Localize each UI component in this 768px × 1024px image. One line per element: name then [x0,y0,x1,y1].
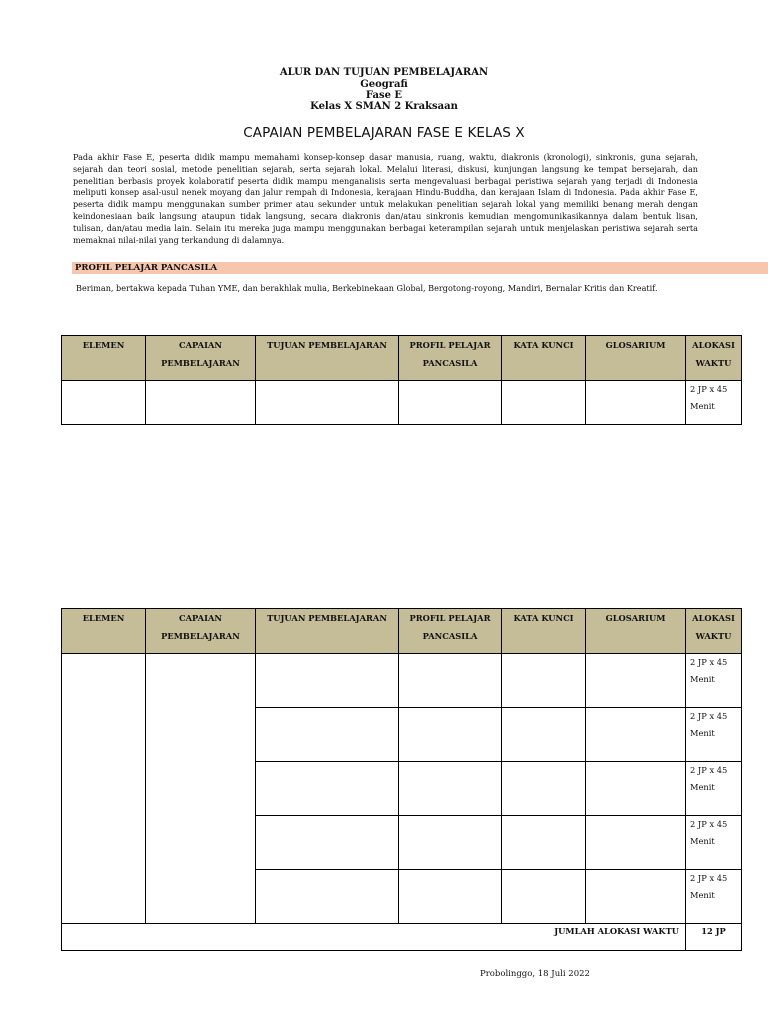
header-kata-kunci: KATA KUNCI [502,609,586,654]
capaian-body: Pada akhir Fase E, peserta didik mampu memahami konsep-konsep dasar manusia, ruang, waktu, diakronis (kronologi), sinkronis, guna sejarah, sejarah dan teori sosial, metode penelitian sejarah, serta sejarah lokal. Melalui literasi, diskusi, kunjungan langsung ke tempat bersejarah, dan penelitian berbasis proyek kolaboratif peserta didik mampu menganalisis serta mengevaluasi berbagai peristiwa sejarah yang terjadi di Indonesia meliputi konsep asal-usul nenek moyang dan jalur rempah di Indonesia, kerajaan Hindu-Buddha, dan kerajaan Islam di Indonesia. Pada akhir Fase E, peserta didik mampu menggunakan sumber primer atau sekunder untuk melakukan penelitian sejarah lokal yang memiliki benang merah dengan keindonesiaan baik langsung ataupun tidak langsung, secara diakronis dan/atau sinkronis kemudian mengomunikasikannya dalam bentuk lisan, tulisan, dan/atau media lain. Selain itu mereka juga mampu menggunakan berbagai keterampilan sejarah untuk menjelaskan peristiwa sejarah serta memaknai nilai-nilai yang terkandung di dalamnya. [73,152,698,245]
cell-alokasi: 2 JP x 45 Menit [686,708,742,762]
cell-glosarium [586,762,686,816]
cell-tujuan [256,762,399,816]
table-row [62,654,742,708]
cell-elemen [62,381,146,425]
doc-title: ALUR DAN TUJUAN PEMBELAJARAN [279,67,489,78]
cell-alokasi: 2 JP x 45 Menit [686,816,742,870]
cell-alokasi: 2 JP x 45 Menit [686,870,742,924]
cell-tujuan [256,708,399,762]
header-alokasi: ALOKASI WAKTU [686,336,742,381]
header-elemen: ELEMEN [62,336,146,381]
cell-kata-kunci [502,762,586,816]
jumlah-alokasi-label: JUMLAH ALOKASI WAKTU [62,924,686,951]
atp-table-1 [61,335,742,425]
table-row [62,381,742,425]
header-tujuan: TUJUAN PEMBELAJARAN [256,609,399,654]
doc-subject: Geografi [360,79,408,90]
header-elemen: ELEMEN [62,609,146,654]
profil-heading: PROFIL PELAJAR PANCASILA [75,263,218,273]
doc-class-school: Kelas X SMAN 2 Kraksaan [310,101,458,112]
header-profil: PROFIL PELAJAR PANCASILA [399,609,502,654]
cell-tujuan [256,381,399,425]
cell-glosarium [586,654,686,708]
cell-glosarium [586,816,686,870]
cell-capaian [146,381,256,425]
cell-profil [399,708,502,762]
cell-kata-kunci [502,654,586,708]
profil-heading-bar [72,262,768,274]
cell-alokasi: 2 JP x 45 Menit [686,762,742,816]
atp-table-2 [61,608,742,951]
header-capaian: CAPAIAN PEMBELAJARAN [146,336,256,381]
cell-profil [399,762,502,816]
table-header-row [62,336,742,381]
cell-profil [399,816,502,870]
cell-tujuan [256,816,399,870]
jumlah-alokasi-value: 12 JP [686,924,742,951]
cell-glosarium [586,708,686,762]
cell-alokasi: 2 JP x 45 Menit [686,381,742,425]
cell-glosarium [586,381,686,425]
cell-kata-kunci [502,816,586,870]
header-alokasi: ALOKASI WAKTU [686,609,742,654]
cell-profil [399,870,502,924]
header-profil: PROFIL PELAJAR PANCASILA [399,336,502,381]
table-header-row [62,609,742,654]
cell-alokasi: 2 JP x 45 Menit [686,654,742,708]
cell-kata-kunci [502,708,586,762]
doc-phase: Fase E [365,90,403,101]
cell-tujuan [256,654,399,708]
header-capaian: CAPAIAN PEMBELAJARAN [146,609,256,654]
cell-capaian [146,654,256,924]
header-kata-kunci: KATA KUNCI [502,336,586,381]
cell-profil [399,381,502,425]
cell-tujuan [256,870,399,924]
cell-glosarium [586,870,686,924]
header-glosarium: GLOSARIUM [586,609,686,654]
cell-elemen [62,654,146,924]
cell-profil [399,654,502,708]
signature-place-date: Probolinggo, 18 Juli 2022 [480,969,590,979]
profil-text: Beriman, bertakwa kepada Tuhan YME, dan berakhlak mulia, Berkebinekaan Global, Bergotong-royong, Mandiri, Bernalar Kritis dan Kreatif. [76,283,658,293]
header-glosarium: GLOSARIUM [586,336,686,381]
capaian-title: CAPAIAN PEMBELAJARAN FASE E KELAS X [243,125,525,141]
cell-kata-kunci [502,381,586,425]
header-tujuan: TUJUAN PEMBELAJARAN [256,336,399,381]
cell-kata-kunci [502,870,586,924]
table-total-row [62,924,742,951]
